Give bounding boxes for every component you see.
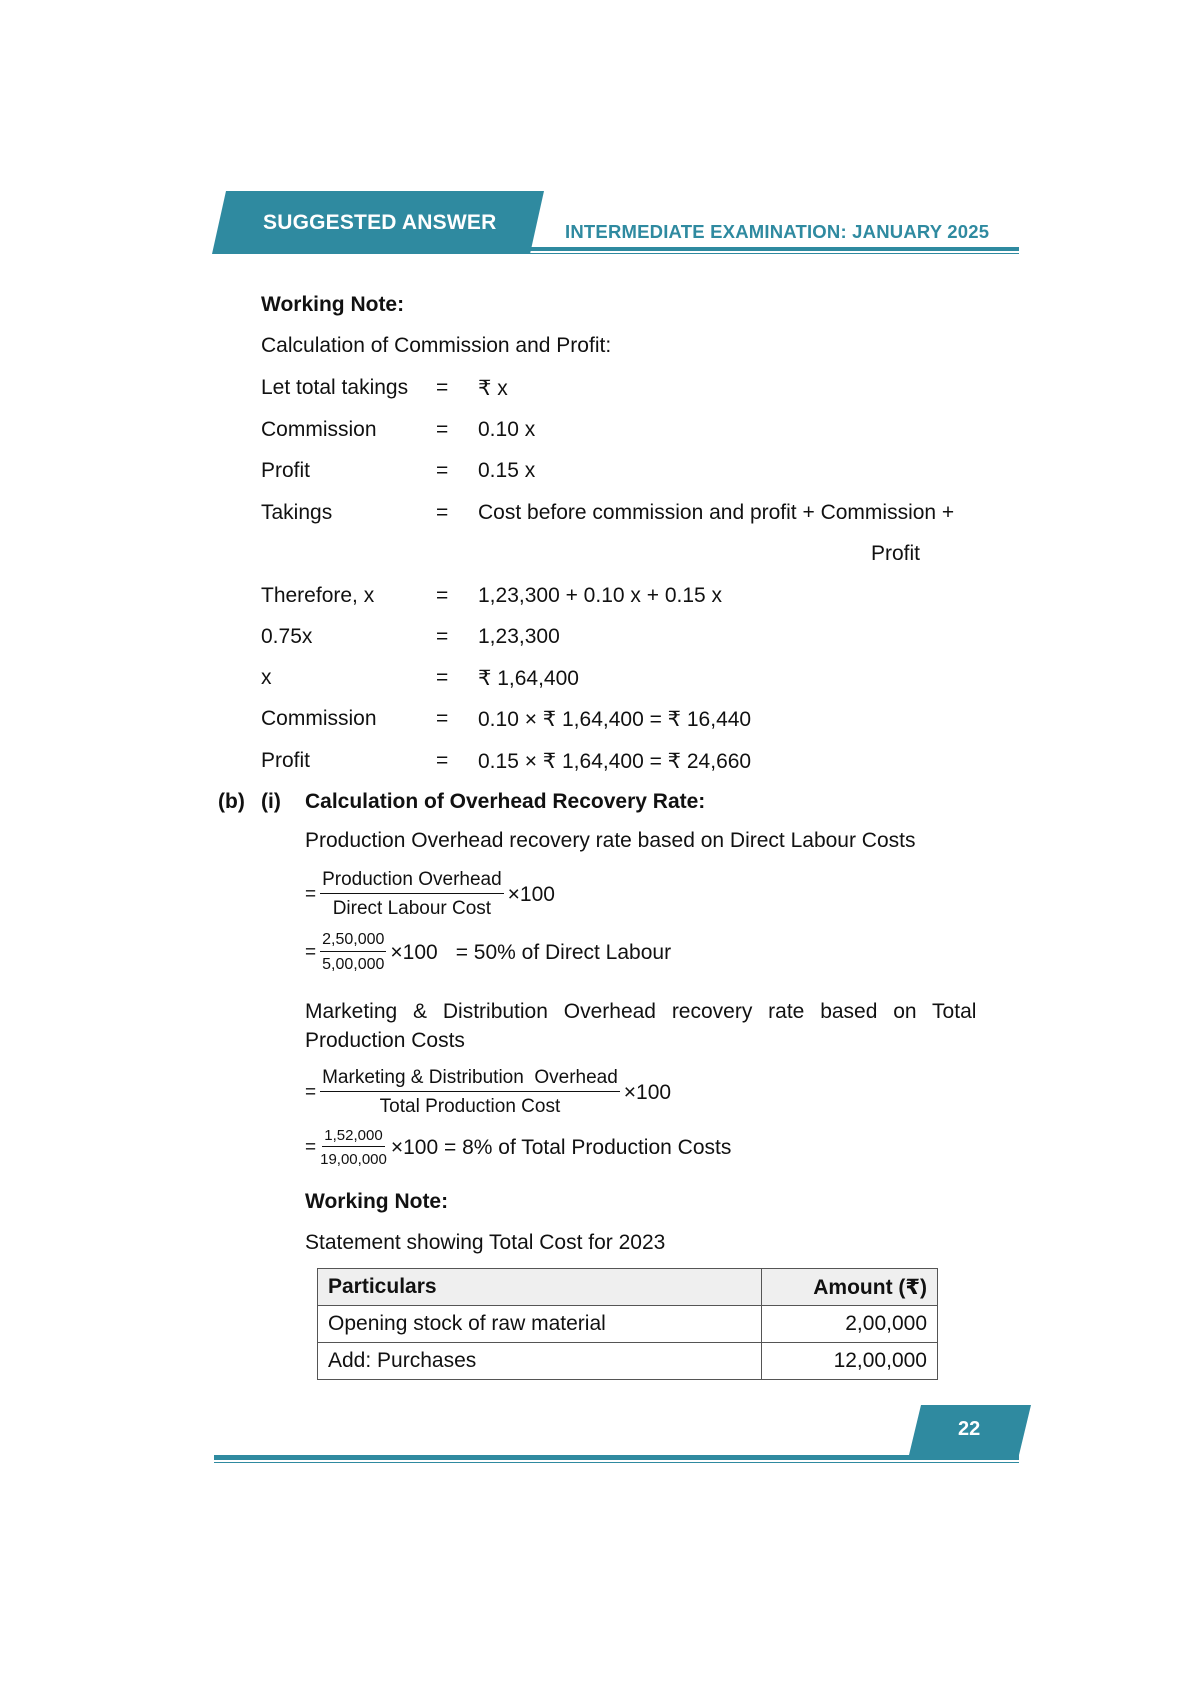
fraction	[320, 868, 504, 921]
equals-sign: =	[436, 459, 449, 482]
equals-sign: =	[305, 1136, 317, 1158]
calc-value: 0.10 × ₹ 1,64,400 = ₹ 16,440	[478, 708, 752, 731]
column-header-amount: Amount (₹)	[762, 1269, 938, 1306]
production-overhead-calculation	[305, 930, 671, 975]
calc-label: Profit	[261, 459, 311, 482]
calc-label: x	[261, 666, 272, 689]
calc-value: ₹ x	[478, 377, 508, 400]
calc-value: Cost before commission and profit + Commission +	[478, 501, 955, 524]
working-note-heading: Working Note:	[261, 293, 405, 316]
particulars-cell: Add: Purchases	[318, 1343, 762, 1380]
equals-sign: =	[305, 883, 317, 905]
equals-sign: =	[436, 584, 449, 607]
calc-label: 0.75x	[261, 625, 313, 648]
multiplier: ×100	[507, 882, 555, 906]
header-tab-label: SUGGESTED ANSWER	[263, 211, 497, 234]
equals-sign: =	[436, 666, 449, 689]
denominator: 5,00,000	[322, 956, 385, 973]
result: = 50% of Direct Labour	[455, 940, 672, 964]
calc-label: Commission	[261, 707, 377, 730]
numerator: Production Overhead	[320, 868, 504, 894]
multiplier: ×100	[623, 1080, 672, 1104]
multiplier: ×100	[390, 940, 438, 964]
part-b-label: (b)	[218, 790, 245, 813]
marketing-overhead-calculation	[305, 1126, 731, 1169]
calc-value: ₹ 1,64,400	[478, 667, 579, 690]
denominator: 19,00,000	[320, 1151, 387, 1168]
header-rule-thin	[530, 253, 1019, 254]
fraction	[320, 1066, 620, 1119]
production-overhead-intro: Production Overhead recovery rate based on Direct Labour Costs	[305, 829, 916, 852]
part-i-label: (i)	[261, 790, 281, 813]
table-row	[318, 1306, 938, 1343]
total-cost-statement-table	[317, 1268, 938, 1380]
production-overhead-formula	[305, 868, 555, 921]
calc-label: Therefore, x	[261, 584, 375, 607]
equals-sign: =	[436, 418, 449, 441]
denominator: Total Production Cost	[379, 1096, 561, 1117]
amount-cell: 2,00,000	[762, 1306, 938, 1343]
column-header-particulars: Particulars	[318, 1269, 762, 1306]
equals-sign: =	[305, 1081, 317, 1103]
statement-title: Statement showing Total Cost for 2023	[305, 1231, 666, 1254]
working-note-b-heading: Working Note:	[305, 1190, 449, 1213]
numerator: Marketing & Distribution Overhead	[320, 1066, 620, 1092]
marketing-overhead-intro-line2: Production Costs	[305, 1029, 465, 1052]
calc-label: Commission	[261, 418, 377, 441]
fraction	[320, 1126, 387, 1169]
fraction	[320, 930, 386, 975]
table-header-row	[318, 1269, 938, 1306]
equals-sign: =	[436, 625, 449, 648]
calc-label: Profit	[261, 749, 311, 772]
equals-sign: =	[436, 376, 449, 399]
equals-sign: =	[436, 501, 449, 524]
intro-text-line: Marketing & Distribution Overhead recovery rate based on Total	[305, 1000, 977, 1023]
amount-cell: 12,00,000	[762, 1343, 938, 1380]
calc-value: 1,23,300	[478, 625, 560, 648]
calc-value-continued: Profit	[871, 542, 921, 565]
denominator: Direct Labour Cost	[332, 898, 492, 919]
calc-value: 0.10 x	[478, 418, 536, 441]
numerator: 2,50,000	[320, 930, 386, 952]
exam-title: INTERMEDIATE EXAMINATION: JANUARY 2025	[565, 221, 990, 242]
calc-label: Takings	[261, 501, 333, 524]
working-note-subheading: Calculation of Commission and Profit:	[261, 334, 612, 357]
equals-sign: =	[305, 941, 317, 963]
particulars-cell: Opening stock of raw material	[318, 1306, 762, 1343]
equals-sign: =	[436, 707, 449, 730]
equals-sign: =	[436, 749, 449, 772]
header-rule	[530, 247, 1019, 251]
calc-value: 0.15 x	[478, 459, 536, 482]
part-b-heading: Calculation of Overhead Recovery Rate:	[305, 790, 706, 813]
calc-value: 0.15 × ₹ 1,64,400 = ₹ 24,660	[478, 750, 752, 773]
numerator: 1,52,000	[322, 1126, 384, 1147]
footer-rule-thin	[214, 1462, 1019, 1463]
marketing-overhead-formula	[305, 1066, 671, 1119]
page-number: 22	[958, 1418, 981, 1440]
marketing-overhead-intro	[305, 1000, 1013, 1024]
calc-value: 1,23,300 + 0.10 x + 0.15 x	[478, 584, 723, 607]
table-row	[318, 1343, 938, 1380]
footer-rule	[214, 1455, 1019, 1460]
calc-label: Let total takings	[261, 376, 409, 399]
multiplier-result: ×100 = 8% of Total Production Costs	[390, 1135, 732, 1159]
